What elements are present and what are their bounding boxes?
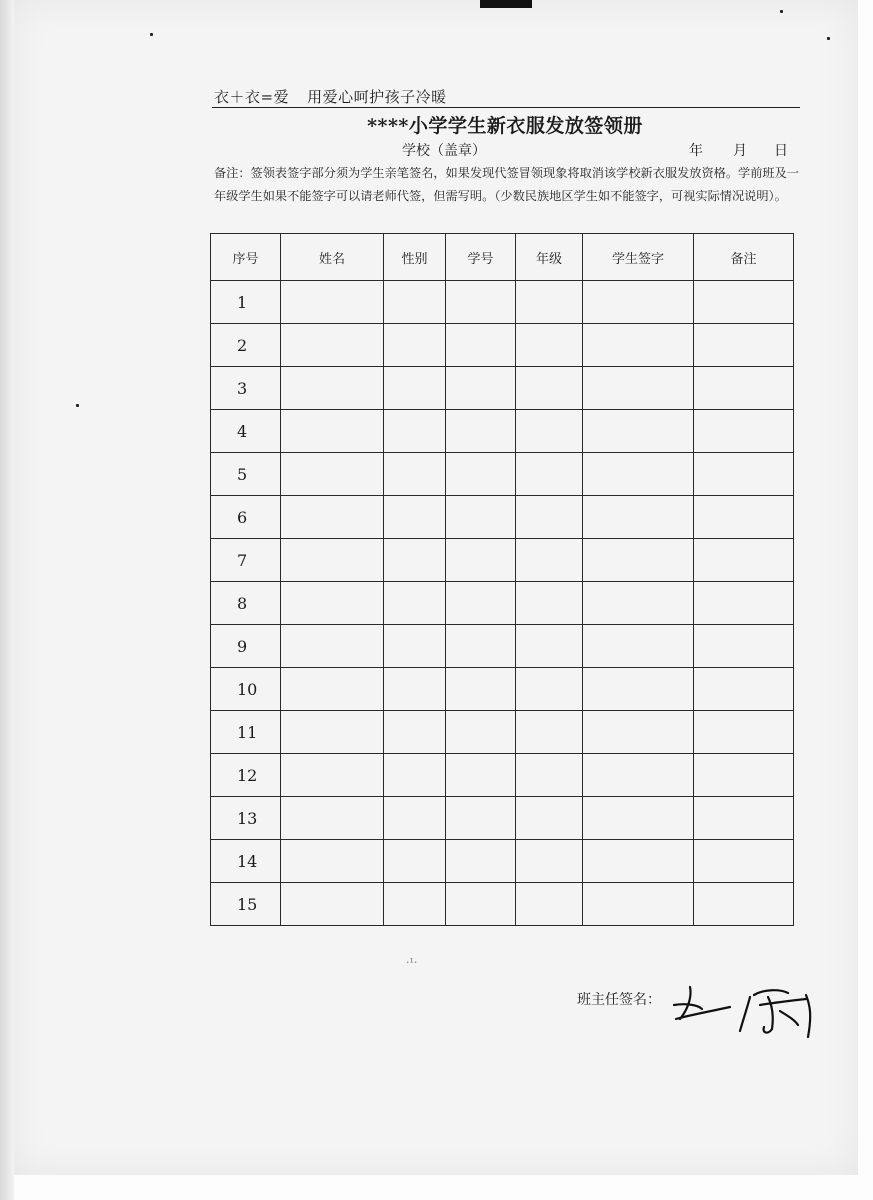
remarks-cell[interactable] (694, 797, 794, 840)
signature-cell[interactable] (583, 840, 694, 883)
grade-cell[interactable] (516, 625, 583, 668)
table-row (211, 453, 794, 496)
row-number: 7 (211, 539, 281, 582)
grade-cell[interactable] (516, 711, 583, 754)
gender-cell[interactable] (384, 324, 446, 367)
row-number: 10 (211, 668, 281, 711)
row-number: 4 (211, 410, 281, 453)
remarks-cell[interactable] (694, 840, 794, 883)
student-id-cell[interactable] (446, 582, 516, 625)
table-row (211, 668, 794, 711)
remarks-cell[interactable] (694, 754, 794, 797)
grade-cell[interactable] (516, 367, 583, 410)
header-gender: 性别 (384, 234, 446, 281)
name-cell[interactable] (281, 539, 384, 582)
row-number: 8 (211, 582, 281, 625)
gender-cell[interactable] (384, 496, 446, 539)
remarks-cell[interactable] (694, 711, 794, 754)
grade-cell[interactable] (516, 797, 583, 840)
row-number: 2 (211, 324, 281, 367)
scan-speck (780, 10, 783, 13)
student-id-cell[interactable] (446, 797, 516, 840)
table-row (211, 883, 794, 926)
gender-cell[interactable] (384, 367, 446, 410)
student-id-cell[interactable] (446, 668, 516, 711)
header-remarks: 备注 (694, 234, 794, 281)
signature-cell[interactable] (583, 582, 694, 625)
date-day-label: 日 (774, 143, 788, 159)
header-grade: 年级 (516, 234, 583, 281)
name-cell[interactable] (281, 840, 384, 883)
signature-cell[interactable] (583, 281, 694, 324)
gender-cell[interactable] (384, 711, 446, 754)
grade-cell[interactable] (516, 840, 583, 883)
gender-cell[interactable] (384, 453, 446, 496)
gender-cell[interactable] (384, 754, 446, 797)
scan-mark (480, 0, 532, 8)
slogan (214, 86, 447, 107)
date-year-label: 年 (689, 143, 703, 159)
remarks-cell[interactable] (694, 324, 794, 367)
school-stamp-label: 学校（盖章） (402, 143, 486, 159)
signature-cell[interactable] (583, 496, 694, 539)
row-number: 3 (211, 367, 281, 410)
name-cell[interactable] (281, 883, 384, 926)
signature-cell[interactable] (583, 410, 694, 453)
document-title: ****小学学生新衣服发放签领册 (367, 115, 643, 137)
name-cell[interactable] (281, 281, 384, 324)
signature-cell[interactable] (583, 754, 694, 797)
grade-cell[interactable] (516, 324, 583, 367)
grade-cell[interactable] (516, 754, 583, 797)
slogan-part-1: 衣＋衣=爱 (214, 88, 290, 106)
student-id-cell[interactable] (446, 453, 516, 496)
signature-cell[interactable] (583, 367, 694, 410)
student-id-cell[interactable] (446, 410, 516, 453)
name-cell[interactable] (281, 754, 384, 797)
table-row (211, 840, 794, 883)
table-row (211, 754, 794, 797)
student-id-cell[interactable] (446, 367, 516, 410)
signature-cell[interactable] (583, 625, 694, 668)
table-row (211, 582, 794, 625)
table-row (211, 625, 794, 668)
gender-cell[interactable] (384, 410, 446, 453)
table-header-row (211, 234, 794, 281)
scan-edge-shadow (0, 0, 14, 1200)
header-student-id: 学号 (446, 234, 516, 281)
grade-cell[interactable] (516, 410, 583, 453)
grade-cell[interactable] (516, 539, 583, 582)
table-row (211, 711, 794, 754)
scan-artifact: ·¹· (406, 956, 418, 969)
gender-cell[interactable] (384, 625, 446, 668)
name-cell[interactable] (281, 367, 384, 410)
handwritten-signature (668, 975, 828, 1045)
signature-cell[interactable] (583, 797, 694, 840)
remarks-cell[interactable] (694, 582, 794, 625)
scan-speck (150, 33, 153, 36)
scan-speck (76, 404, 79, 407)
signature-cell[interactable] (583, 668, 694, 711)
gender-cell[interactable] (384, 539, 446, 582)
grade-cell[interactable] (516, 883, 583, 926)
remarks-cell[interactable] (694, 453, 794, 496)
remarks-cell[interactable] (694, 668, 794, 711)
grade-cell[interactable] (516, 668, 583, 711)
student-id-cell[interactable] (446, 539, 516, 582)
student-id-cell[interactable] (446, 840, 516, 883)
name-cell[interactable] (281, 410, 384, 453)
row-number: 12 (211, 754, 281, 797)
student-id-cell[interactable] (446, 754, 516, 797)
table-row (211, 797, 794, 840)
name-cell[interactable] (281, 496, 384, 539)
row-number: 9 (211, 625, 281, 668)
slogan-part-2: 用爱心呵护孩子冷暖 (307, 88, 447, 106)
header-rule (212, 107, 800, 108)
remarks-cell[interactable] (694, 367, 794, 410)
student-id-cell[interactable] (446, 496, 516, 539)
name-cell[interactable] (281, 582, 384, 625)
roster-table (210, 233, 794, 926)
signature-cell[interactable] (583, 883, 694, 926)
student-id-cell[interactable] (446, 711, 516, 754)
row-number: 11 (211, 711, 281, 754)
signature-cell[interactable] (583, 711, 694, 754)
grade-cell[interactable] (516, 496, 583, 539)
remarks-cell[interactable] (694, 625, 794, 668)
table-row (211, 539, 794, 582)
student-id-cell[interactable] (446, 883, 516, 926)
name-cell[interactable] (281, 625, 384, 668)
header-index: 序号 (211, 234, 281, 281)
name-cell[interactable] (281, 324, 384, 367)
name-cell[interactable] (281, 668, 384, 711)
row-number: 6 (211, 496, 281, 539)
signature-cell[interactable] (583, 453, 694, 496)
header-name: 姓名 (281, 234, 384, 281)
instructions-note: 备注：签领表签字部分须为学生亲笔签名，如果发现代签冒领现象将取消该学校新衣服发放资格。学前班及一年级学生如果不能签字可以请老师代签，但需写明。（少数民族地区学生如不能签字，可视实际情况说明）。 (214, 166, 799, 203)
grade-cell[interactable] (516, 453, 583, 496)
scan-speck (827, 37, 830, 40)
name-cell[interactable] (281, 797, 384, 840)
date-month-label: 月 (733, 143, 747, 159)
student-id-cell[interactable] (446, 625, 516, 668)
row-number: 5 (211, 453, 281, 496)
gender-cell[interactable] (384, 668, 446, 711)
gender-cell[interactable] (384, 797, 446, 840)
row-number: 14 (211, 840, 281, 883)
row-number: 13 (211, 797, 281, 840)
header-student-signature: 学生签字 (583, 234, 694, 281)
table-row (211, 410, 794, 453)
table-row (211, 496, 794, 539)
student-id-cell[interactable] (446, 281, 516, 324)
remarks-cell[interactable] (694, 539, 794, 582)
student-id-cell[interactable] (446, 324, 516, 367)
remarks-cell[interactable] (694, 883, 794, 926)
row-number: 1 (211, 281, 281, 324)
gender-cell[interactable] (384, 582, 446, 625)
table-row (211, 324, 794, 367)
remarks-cell[interactable] (694, 410, 794, 453)
remarks-cell[interactable] (694, 496, 794, 539)
remarks-cell[interactable] (694, 281, 794, 324)
name-cell[interactable] (281, 453, 384, 496)
grade-cell[interactable] (516, 281, 583, 324)
gender-cell[interactable] (384, 883, 446, 926)
table-row (211, 281, 794, 324)
gender-cell[interactable] (384, 281, 446, 324)
signature-cell[interactable] (583, 324, 694, 367)
name-cell[interactable] (281, 711, 384, 754)
teacher-signature-label: 班主任签名： (577, 992, 661, 1008)
grade-cell[interactable] (516, 582, 583, 625)
gender-cell[interactable] (384, 840, 446, 883)
table-row (211, 367, 794, 410)
signature-cell[interactable] (583, 539, 694, 582)
row-number: 15 (211, 883, 281, 926)
